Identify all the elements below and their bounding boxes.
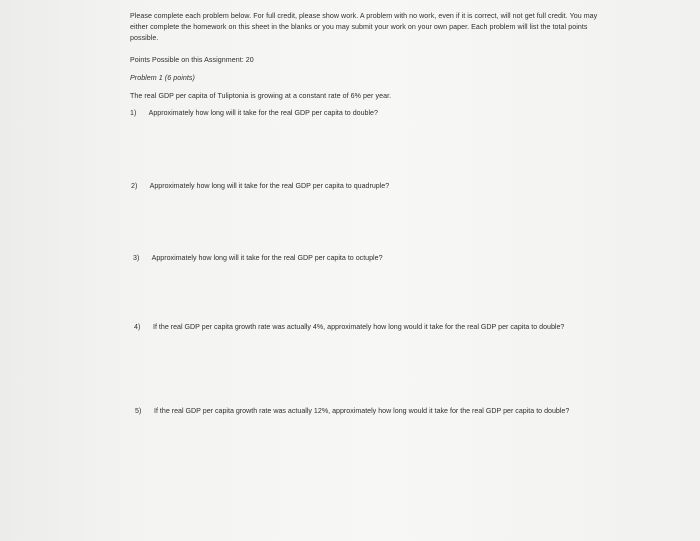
question-text: Approximately how long will it take for the real GDP per capita to octuple? xyxy=(151,254,383,262)
growth-statement: The real GDP per capita of Tuliptonia is growing at a constant rate of 6% per year. xyxy=(130,92,392,100)
question-item xyxy=(135,406,595,417)
question-text: Approximately how long will it take for the real GDP per capita to double? xyxy=(148,109,378,117)
question-item xyxy=(131,181,591,192)
question-text: Approximately how long will it take for the real GDP per capita to quadruple? xyxy=(149,182,390,190)
question-number: 3) xyxy=(133,254,140,262)
question-number: 4) xyxy=(134,323,141,331)
question-number: 2) xyxy=(131,182,138,190)
points-possible-line: Points Possible on this Assignment: 20 xyxy=(130,56,254,64)
question-item xyxy=(134,322,594,333)
problem-title: Problem 1 (6 points) xyxy=(130,74,195,82)
question-text: If the real GDP per capita growth rate was actually 4%, approximately how long would it take for the real GDP per capita to double? xyxy=(152,323,565,331)
question-item xyxy=(133,253,593,264)
instructions-paragraph: Please complete each problem below. For full credit, please show work. A problem with no work, even if it is correct, will not get full credit. You may either complete the homework on this sheet in the blanks or you may submit your work on your own paper. Each problem will list the total points possible. xyxy=(130,12,598,42)
question-text: If the real GDP per capita growth rate was actually 12%, approximately how long would it take for the real GDP per capita to double? xyxy=(153,407,570,415)
question-number: 5) xyxy=(135,407,142,415)
question-number: 1) xyxy=(130,109,137,117)
question-item xyxy=(130,108,590,119)
